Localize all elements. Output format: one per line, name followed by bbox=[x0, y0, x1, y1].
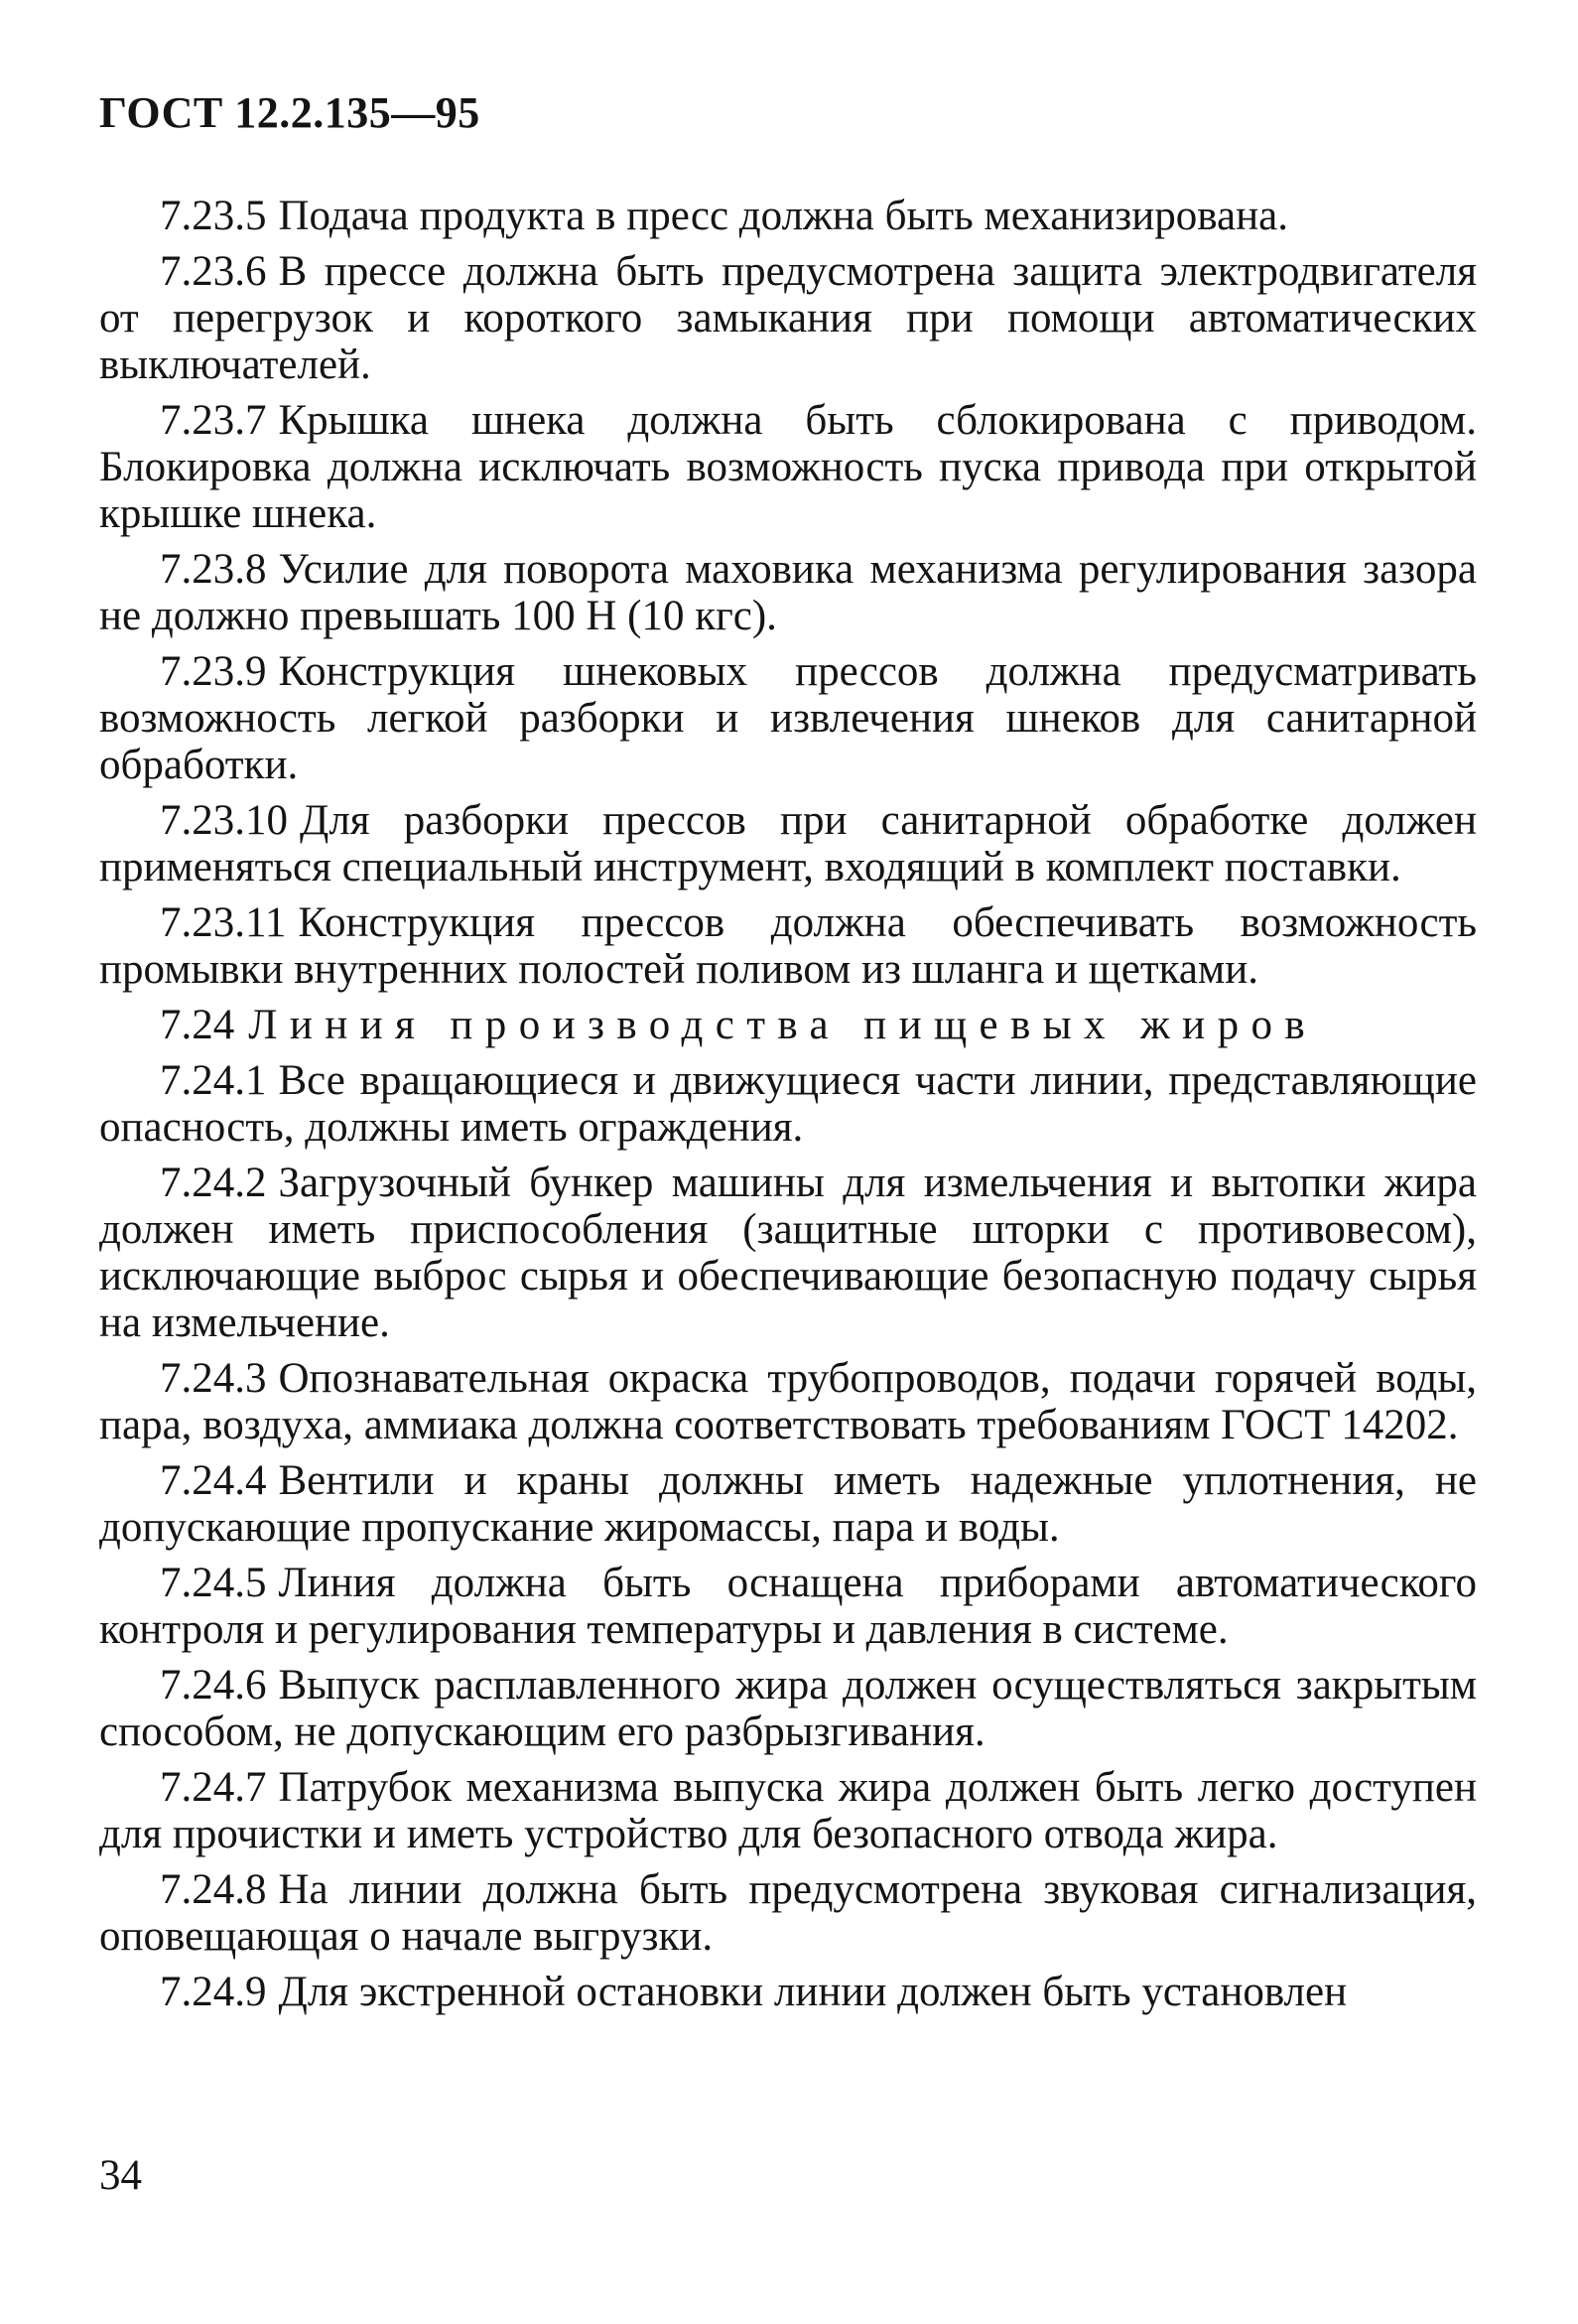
paragraph-7-24-2 bbox=[99, 1160, 1477, 1346]
paragraph-number: 7.23.6 bbox=[160, 248, 267, 295]
paragraph-number: 7.24.1 bbox=[160, 1057, 267, 1104]
paragraph-number: 7.24.3 bbox=[160, 1355, 267, 1402]
paragraph-text: Подача продукта в пресс должна быть механизирована. bbox=[278, 193, 1288, 239]
paragraph-number: 7.23.8 bbox=[160, 546, 267, 593]
paragraph-text: Все вращающиеся и движущиеся части линии, представляющие опасность, должны иметь ограждения. bbox=[99, 1057, 1477, 1151]
paragraph-7-23-10 bbox=[99, 797, 1477, 890]
paragraph-text: Усилие для поворота маховика механизма регулирования зазора не должно превышать 100 Н (10 кгс). bbox=[99, 546, 1477, 639]
paragraph-text: Конструкция прессов должна обеспечивать возможность промывки внутренних полостей поливом из шланга и щетками. bbox=[99, 899, 1477, 993]
paragraph-7-24-9 bbox=[99, 1969, 1477, 2015]
paragraph-number: 7.24.7 bbox=[160, 1764, 267, 1811]
paragraph-7-24-4 bbox=[99, 1457, 1477, 1551]
paragraph-7-23-9 bbox=[99, 648, 1477, 788]
paragraph-number: 7.23.11 bbox=[160, 899, 287, 946]
paragraph-text: Загрузочный бункер машины для измельчения и вытопки жира должен иметь приспособления (защитные шторки с противовесом), исключающие выброс сырья и обеспечивающие безопасную подачу сырья на измельчение. bbox=[99, 1160, 1477, 1346]
paragraph-7-23-5 bbox=[99, 193, 1477, 239]
paragraph-7-24-5 bbox=[99, 1560, 1477, 1653]
paragraph-number: 7.23.5 bbox=[160, 193, 267, 239]
paragraph-7-24-8 bbox=[99, 1866, 1477, 1960]
paragraph-text: Выпуск расплавленного жира должен осуществляться закрытым способом, не допускающим его разбрызгивания. bbox=[99, 1662, 1477, 1755]
paragraph-text: Крышка шнека должна быть сблокирована с приводом. Блокировка должна исключать возможность пуска привода при открытой крышке шнека. bbox=[99, 397, 1477, 537]
paragraph-7-23-6 bbox=[99, 248, 1477, 388]
paragraph-7-23-11 bbox=[99, 899, 1477, 993]
paragraph-number: 7.24.6 bbox=[160, 1662, 267, 1709]
paragraph-text: Патрубок механизма выпуска жира должен быть легко доступен для прочистки и иметь устройство для безопасного отвода жира. bbox=[99, 1764, 1477, 1857]
page-number: 34 bbox=[99, 2152, 142, 2199]
paragraph-text: Для разборки прессов при санитарной обработке должен применяться специальный инструмент, входящий в комплект поставки. bbox=[99, 797, 1477, 890]
section-title: Линия производства пищевых жиров bbox=[248, 1002, 1318, 1048]
paragraph-text: На линии должна быть предусмотрена звуковая сигнализация, оповещающая о начале выгрузки. bbox=[99, 1866, 1477, 1960]
paragraph-text: Линия должна быть оснащена приборами автоматического контроля и регулирования температуры и давления в системе. bbox=[99, 1560, 1477, 1653]
paragraph-number: 7.24.9 bbox=[160, 1969, 267, 2015]
paragraph-text: Вентили и краны должны иметь надежные уплотнения, не допускающие пропускание жиромассы, пара и воды. bbox=[99, 1457, 1477, 1551]
paragraph-7-24-7 bbox=[99, 1764, 1477, 1857]
paragraph-number: 7.23.10 bbox=[160, 797, 288, 844]
paragraph-7-24-6 bbox=[99, 1662, 1477, 1755]
paragraph-7-24-1 bbox=[99, 1057, 1477, 1151]
paragraph-number: 7.24.2 bbox=[160, 1160, 267, 1206]
document-code: ГОСТ 12.2.135—95 bbox=[99, 88, 480, 137]
paragraph-number: 7.23.9 bbox=[160, 648, 267, 695]
paragraph-7-23-7 bbox=[99, 397, 1477, 537]
section-number: 7.24 bbox=[160, 1002, 235, 1048]
paragraph-number: 7.24.8 bbox=[160, 1866, 267, 1913]
paragraph-7-24-3 bbox=[99, 1355, 1477, 1448]
paragraph-text: Опознавательная окраска трубопроводов, подачи горячей воды, пара, воздуха, аммиака должна соответствовать требованиям ГОСТ 14202. bbox=[99, 1355, 1477, 1448]
paragraph-text: Конструкция шнековых прессов должна предусматривать возможность легкой разборки и извлечения шнеков для санитарной обработки. bbox=[99, 648, 1477, 788]
document-body bbox=[99, 193, 1477, 2024]
paragraph-text: Для экстренной остановки линии должен быть установлен bbox=[278, 1969, 1348, 2015]
paragraph-number: 7.24.4 bbox=[160, 1457, 267, 1504]
paragraph-number: 7.24.5 bbox=[160, 1560, 267, 1606]
paragraph-7-23-8 bbox=[99, 546, 1477, 639]
section-heading bbox=[99, 1002, 1477, 1048]
paragraph-text: В прессе должна быть предусмотрена защита электродвигателя от перегрузок и короткого замыкания при помощи автоматических выключателей. bbox=[99, 248, 1477, 388]
paragraph-number: 7.23.7 bbox=[160, 397, 267, 444]
